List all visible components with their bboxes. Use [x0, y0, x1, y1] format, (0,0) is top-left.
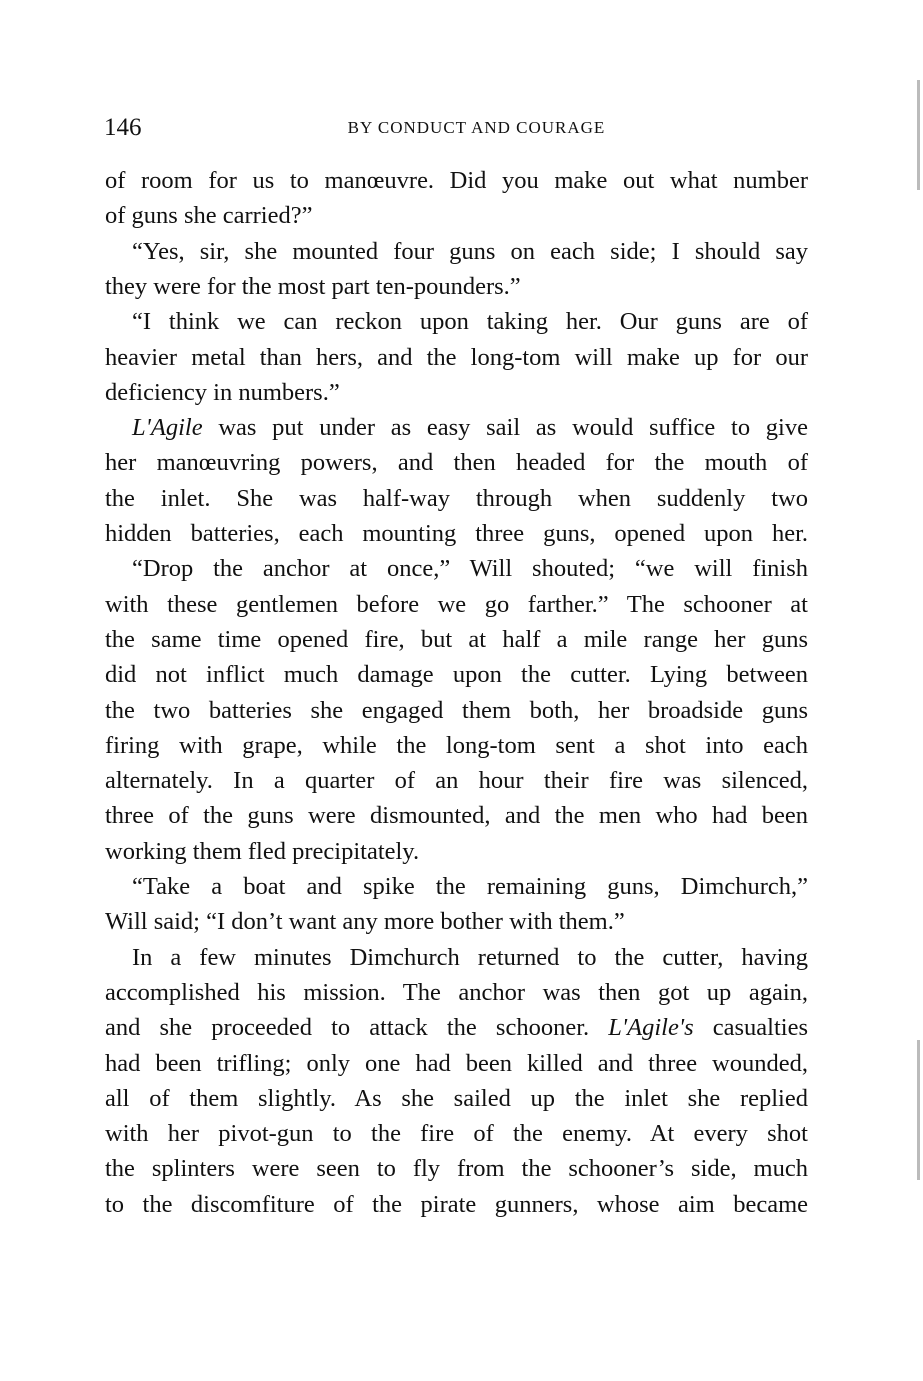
line-text: “I think we can reckon upon taking her. Our guns are of [132, 308, 808, 336]
text-line [105, 1190, 808, 1220]
page-number: 146 [104, 114, 142, 141]
text-line [105, 237, 808, 267]
line-text: and she proceeded to attack the schooner. [105, 1014, 609, 1042]
line-text: three of the guns were dismounted, and the men who had been [105, 802, 808, 830]
text-line [105, 1084, 808, 1114]
line-text: all of them slightly. As she sailed up the inlet she replied [105, 1084, 808, 1112]
text-line [105, 907, 808, 937]
line-text: “Take a boat and spike the remaining guns, Dimchurch,” [132, 873, 808, 900]
line-text: the inlet. She was half-way through when suddenly two [105, 484, 808, 512]
text-line [105, 978, 808, 1008]
text-line [105, 1119, 808, 1149]
line-text: In a few minutes Dimchurch returned to the cutter, having [132, 943, 808, 971]
line-text: of room for us to manœuvre. Did you make out what number [105, 167, 808, 194]
line-text: Will said; “I don’t want any more bother with them.” [105, 908, 625, 936]
text-line [105, 872, 808, 902]
text-line [105, 801, 808, 831]
line-text: the two batteries she engaged them both, her broadside guns [105, 696, 808, 724]
line-text: had been trifling; only one had been killed and three wounded, [105, 1049, 808, 1077]
text-line [105, 766, 808, 796]
line-text: “Drop the anchor at once,” Will shouted; “we will finish [132, 555, 808, 583]
text-line [105, 625, 808, 655]
text-line [105, 448, 808, 478]
text-line [105, 307, 808, 337]
text-line [105, 943, 808, 973]
text-line [105, 837, 808, 867]
text-line [105, 378, 808, 408]
line-text: they were for the most part ten-pounders.” [105, 272, 521, 300]
line-text: casualties [693, 1014, 808, 1042]
text-line [105, 272, 808, 302]
line-text: to the discomfiture of the pirate gunners, whose aim became [105, 1190, 808, 1218]
page-edge-shadow [917, 1040, 920, 1180]
text-line [105, 660, 808, 690]
line-text: her manœuvring powers, and then headed for the mouth of [105, 449, 808, 477]
line-text: the splinters were seen to fly from the schooner’s side, much [105, 1155, 808, 1183]
line-text: working them fled precipitately. [105, 837, 420, 865]
text-line [105, 1154, 808, 1184]
line-text: did not inflict much damage upon the cutter. Lying between [105, 661, 808, 689]
page-edge-shadow [917, 80, 920, 190]
text-line [105, 1013, 808, 1043]
italic-ship-name: L'Agile's [608, 1014, 694, 1042]
line-text: heavier metal than hers, and the long-tom will make up for our [105, 343, 808, 371]
text-line [105, 201, 808, 231]
text-line [105, 413, 808, 443]
text-line [105, 554, 808, 584]
running-title: BY CONDUCT AND COURAGE [347, 118, 606, 137]
text-line [105, 590, 808, 620]
line-text: accomplished his mission. The anchor was then got up again, [105, 978, 808, 1006]
text-line [105, 1049, 808, 1079]
text-line [105, 343, 808, 373]
line-text: was put under as easy sail as would suffice to give [202, 414, 808, 442]
line-text: with her pivot-gun to the fire of the enemy. At every shot [105, 1120, 808, 1148]
text-line [105, 484, 808, 514]
line-text: hidden batteries, each mounting three guns, opened upon her. [105, 520, 808, 547]
italic-ship-name: L'Agile [132, 414, 203, 442]
line-text: of guns she carried?” [105, 202, 313, 230]
line-text: with these gentlemen before we go farther.” The schooner at [105, 590, 808, 618]
text-line [105, 519, 808, 549]
line-text: alternately. In a quarter of an hour their fire was silenced, [105, 767, 808, 795]
line-text: deficiency in numbers.” [105, 378, 340, 406]
text-line [105, 166, 808, 196]
line-text: the same time opened fire, but at half a mile range her guns [105, 625, 808, 653]
line-text: firing with grape, while the long-tom sent a shot into each [105, 731, 808, 759]
text-line [105, 696, 808, 726]
text-line [105, 731, 808, 761]
line-text: “Yes, sir, she mounted four guns on each side; I should say [132, 237, 808, 265]
